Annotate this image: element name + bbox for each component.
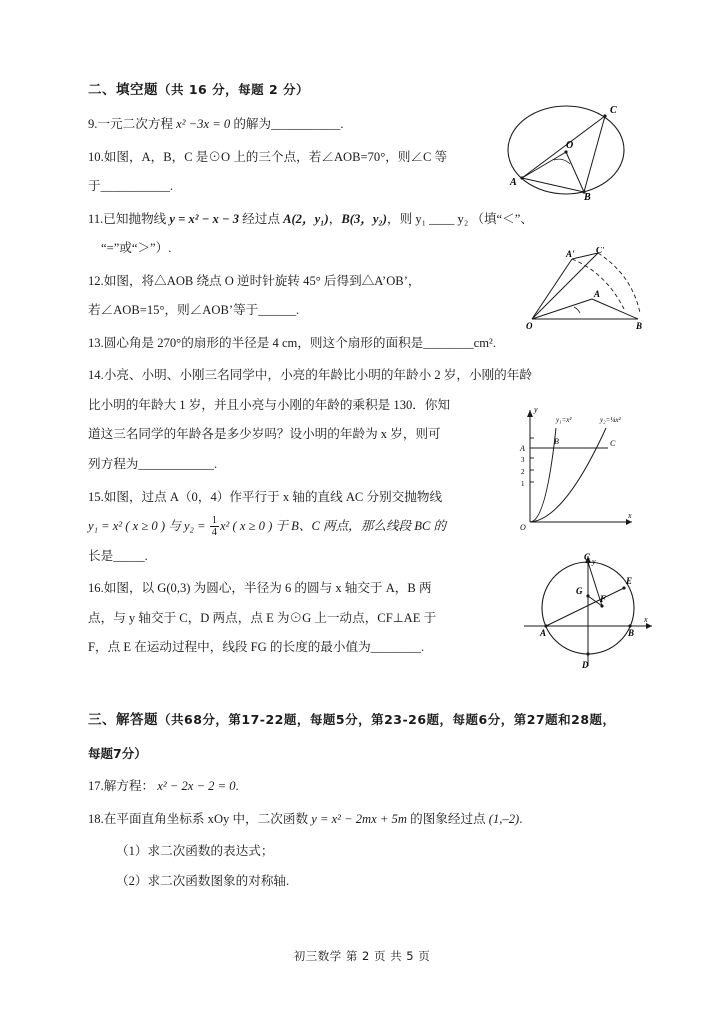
question-18: [88, 807, 644, 832]
question-14-line-1: [88, 363, 644, 388]
svg-text:1: 1: [521, 480, 525, 488]
question-13-blank: ________: [423, 335, 474, 350]
question-12-line2-b: .: [296, 303, 300, 318]
svg-text:A: A: [520, 444, 525, 453]
question-14-blank: ____________: [138, 457, 214, 472]
question-15-number: 15.: [88, 489, 104, 504]
figure-parabolas-svg: [512, 400, 642, 530]
question-18-tail: .: [519, 811, 523, 826]
question-15-blank: _____: [113, 548, 145, 563]
question-15-line2-b: x² ( x ≥ 0 ) 于 B、C 两点，那么线段 BC 的: [219, 519, 447, 534]
svg-text:B: B: [636, 321, 643, 331]
question-14-line2: 比小明的年龄大 1 岁，并且小亮与小刚的年龄的乘积是 130．你知: [88, 397, 451, 412]
question-12-line1: 如图，将△AOB 绕点 O 逆时针旋转 45° 后得到△A’OB’，: [103, 273, 421, 288]
question-11-point-b: B(3，y₂): [341, 211, 388, 226]
question-12-number: 12.: [88, 273, 104, 288]
svg-text:G: G: [576, 586, 583, 596]
section-2-title: 二、填空题: [88, 82, 158, 98]
svg-text:C: C: [610, 105, 617, 116]
question-9-math: x² −3x = 0: [176, 117, 231, 131]
question-11-point-a: A(2，y₁): [283, 211, 329, 226]
question-16-line3-b: .: [421, 640, 425, 655]
question-9-blank: ___________: [271, 117, 341, 131]
question-18-number: 18.: [88, 811, 104, 826]
question-16-line3-a: F，点 E 在运动过程中，线段 FG 的长度的最小值为: [88, 640, 371, 655]
page-footer: 初三数学 第 2 页 共 5 页: [293, 949, 431, 963]
question-18-text-b: 的图象经过点: [406, 811, 489, 826]
svg-text:x: x: [644, 615, 648, 624]
question-11-math: y = x² − x − 3: [169, 211, 239, 226]
question-17-tail: .: [235, 779, 239, 794]
question-18-text-a: 在平面直角坐标系 xOy 中，二次函数: [103, 811, 312, 826]
svg-text:2: 2: [521, 468, 525, 476]
question-9-text-c: .: [340, 117, 344, 131]
figure-circle-abc-svg: [492, 100, 640, 200]
figure-circle-g: [516, 552, 656, 672]
question-14-line1: 小亮、小明、小刚三名同学中，小亮的年龄比小明的年龄小 2 岁，小刚的年龄: [103, 368, 532, 383]
question-17: [88, 774, 644, 799]
section-3-note-2-line: [88, 742, 644, 767]
svg-text:E: E: [626, 576, 633, 586]
question-11-text-b: 经过点: [239, 211, 284, 226]
question-10-line2-b: .: [169, 179, 174, 194]
svg-text:O: O: [520, 523, 526, 530]
question-18-point: (1,–2): [488, 811, 520, 826]
svg-text:C: C: [610, 439, 616, 448]
question-11-line2: “=”或“＞”）.: [101, 241, 172, 256]
svg-text:y: y: [592, 557, 596, 566]
question-10-text-b: A，B，C 是⊙O 上的三个点，若∠AOB=70°，则∠C 等: [141, 149, 448, 164]
question-15-line1: 如图，过点 A（0，4）作平行于 x 轴的直线 AC 分别交抛物线: [103, 489, 443, 504]
question-14-number: 14.: [88, 368, 104, 383]
section-2-heading: [88, 78, 644, 98]
question-13: [88, 331, 644, 356]
section-3-heading: [88, 708, 644, 728]
section-3-note-1: （共68分，第17-22题，每题5分，第23-26题，每题6分，第27题和28题，: [158, 711, 616, 727]
question-18-math: y = x² − 2mx + 5m: [311, 811, 407, 826]
question-17-number: 17.: [88, 779, 104, 794]
fraction-numerator: 1: [211, 514, 217, 526]
question-16-blank: ________: [370, 640, 422, 655]
question-17-math: x² − 2x − 2 = 0: [157, 779, 236, 794]
svg-text:F: F: [600, 594, 607, 604]
question-18-subitem-1: [116, 839, 644, 864]
question-12-line2-a: 若∠AOB=15°，则∠AOB’等于: [88, 303, 259, 318]
question-11-text-a: 已知抛物线: [103, 211, 170, 226]
question-11-line-1: [88, 207, 644, 232]
fraction-denominator: 4: [211, 526, 217, 538]
question-14-line4-b: .: [213, 457, 218, 472]
question-11-text-d: ，则 y₁ ____ y₂ （填“＜”、: [387, 211, 533, 226]
svg-text:C': C': [596, 247, 605, 255]
question-10-blank: ___________: [100, 179, 170, 194]
question-17-text: 解方程：: [103, 779, 155, 794]
question-15-line3-b: .: [144, 548, 148, 563]
question-9-text-a: 一元二次方程: [97, 117, 177, 131]
question-10-line2-a: 于: [88, 179, 101, 194]
figure-parabolas: [512, 400, 642, 530]
question-9-text-b: 的解为: [230, 117, 272, 131]
question-10-text-a: 如图，: [103, 149, 142, 164]
question-16-line1: 如图，以 G(0,3) 为圆心，半径为 6 的圆与 x 轴交于 A，B 两: [103, 581, 432, 596]
question-14-line4-a: 列方程为: [88, 457, 139, 472]
question-13-unit: cm²: [473, 335, 493, 350]
svg-text:B: B: [628, 628, 635, 638]
svg-text:3: 3: [521, 456, 525, 464]
question-15-line3-a: 长是: [88, 548, 114, 563]
svg-text:x: x: [628, 511, 632, 520]
figure-circle-g-svg: [516, 552, 656, 672]
figure-circle-abc: [492, 100, 640, 200]
question-16-line2: 点，与 y 轴交于 C，D 两点，点 E 为⊙G 上一动点，CF⊥AE 于: [88, 610, 437, 625]
svg-text:O: O: [566, 140, 574, 151]
svg-text:y₁=x²: y₁=x²: [556, 416, 572, 424]
question-14-line3: 道这三名同学的年龄各是多少岁吗？设小明的年龄为 x 岁，则可: [88, 427, 441, 442]
figure-rotation-triangle: [520, 247, 650, 332]
svg-text:A: A: [510, 177, 517, 188]
svg-text:C: C: [584, 552, 591, 562]
section-3-title: 三、解答题: [88, 711, 158, 728]
figure-rotation-svg: [520, 247, 650, 332]
svg-text:A': A': [566, 249, 575, 259]
section-2-note: （共 16 分，每题 2 分）: [158, 82, 310, 97]
svg-text:D: D: [582, 660, 589, 670]
svg-text:y₂=¼x²: y₂=¼x²: [600, 416, 621, 424]
question-13-text-a: 圆心角是 270°的扇形的半径是 4 cm，则这个扇形的面积是: [103, 335, 424, 350]
fraction-one-quarter: [210, 515, 219, 539]
question-11-text-c: ，: [328, 211, 342, 226]
svg-text:A: A: [594, 289, 601, 299]
question-16-number: 16.: [88, 581, 104, 596]
question-18-subitem-2-text: （2）求二次函数图象的对称轴.: [116, 874, 290, 889]
svg-text:O: O: [526, 321, 533, 331]
question-13-number: 13.: [88, 335, 104, 350]
section-3-note-2: 每题7分）: [88, 745, 147, 761]
question-13-text-b: .: [492, 335, 496, 350]
svg-text:B: B: [584, 192, 591, 200]
svg-text:A: A: [540, 628, 547, 638]
question-12-blank: ______: [258, 303, 297, 318]
question-9-number: 9.: [88, 117, 98, 131]
question-10-number: 10.: [88, 149, 104, 164]
question-18-subitem-2: [116, 869, 644, 894]
svg-text:y: y: [534, 405, 538, 414]
question-18-subitem-1-text: （1）求二次函数的表达式；: [116, 844, 274, 859]
question-11-number: 11.: [88, 211, 104, 226]
question-15-line2-a: y₁ = x² ( x ≥ 0 ) 与 y₂ =: [88, 519, 209, 534]
svg-text:B: B: [554, 437, 559, 446]
